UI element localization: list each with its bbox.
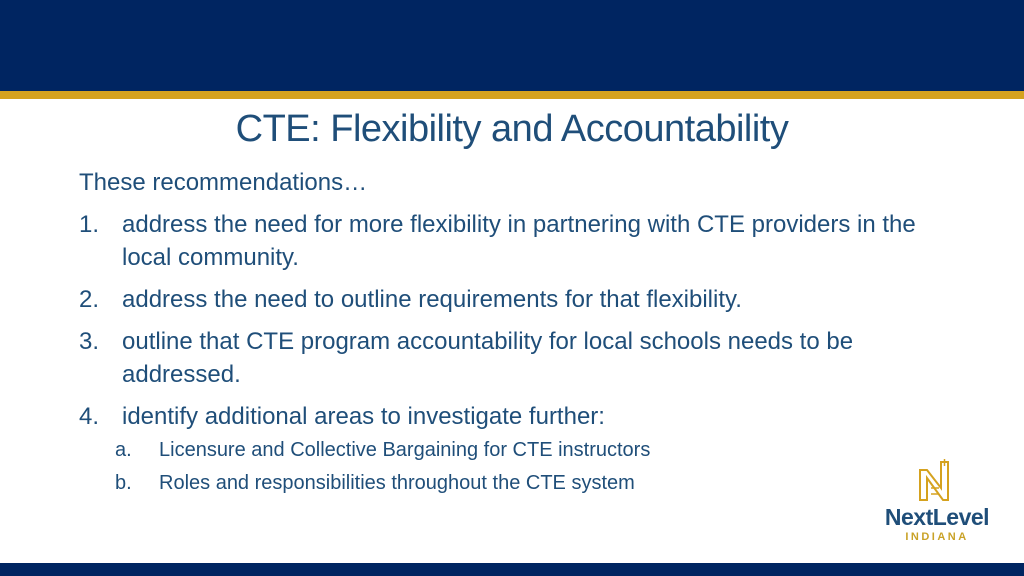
logo-subtitle: INDIANA bbox=[905, 531, 969, 543]
slide-body bbox=[79, 166, 939, 503]
list-item-text: address the need for more flexibility in partnering with CTE providers in the local community. bbox=[122, 211, 916, 271]
list-item-4 bbox=[79, 400, 939, 433]
sub-item-text: Roles and responsibilities throughout the CTE system bbox=[159, 472, 635, 494]
sub-item-text: Licensure and Collective Bargaining for CTE instructors bbox=[159, 439, 651, 461]
list-item-text: identify additional areas to investigate further: bbox=[122, 403, 605, 430]
list-number: 4. bbox=[79, 403, 100, 430]
gold-divider bbox=[0, 91, 1024, 99]
sub-item-letter: a. bbox=[115, 439, 132, 461]
list-number: 1. bbox=[79, 211, 100, 238]
nextlevel-n-icon bbox=[917, 458, 953, 502]
sub-item-a bbox=[79, 437, 939, 463]
list-item-1 bbox=[79, 208, 939, 274]
sub-item-letter: b. bbox=[115, 472, 132, 494]
list-item-text: address the need to outline requirements for that flexibility. bbox=[122, 286, 742, 313]
nextlevel-logo bbox=[870, 458, 1004, 548]
list-item-3 bbox=[79, 325, 939, 391]
intro-text: These recommendations… bbox=[79, 169, 368, 196]
list-item-text: outline that CTE program accountability for local schools needs to be addressed. bbox=[122, 328, 854, 388]
list-number: 3. bbox=[79, 328, 100, 355]
sub-item-b bbox=[79, 470, 939, 496]
header-band bbox=[0, 0, 1024, 91]
logo-wordmark: NextLevel bbox=[884, 504, 990, 530]
list-number: 2. bbox=[79, 286, 100, 313]
footer-band bbox=[0, 563, 1024, 576]
list-item-2 bbox=[79, 283, 939, 316]
slide-title: CTE: Flexibility and Accountability bbox=[235, 108, 789, 150]
